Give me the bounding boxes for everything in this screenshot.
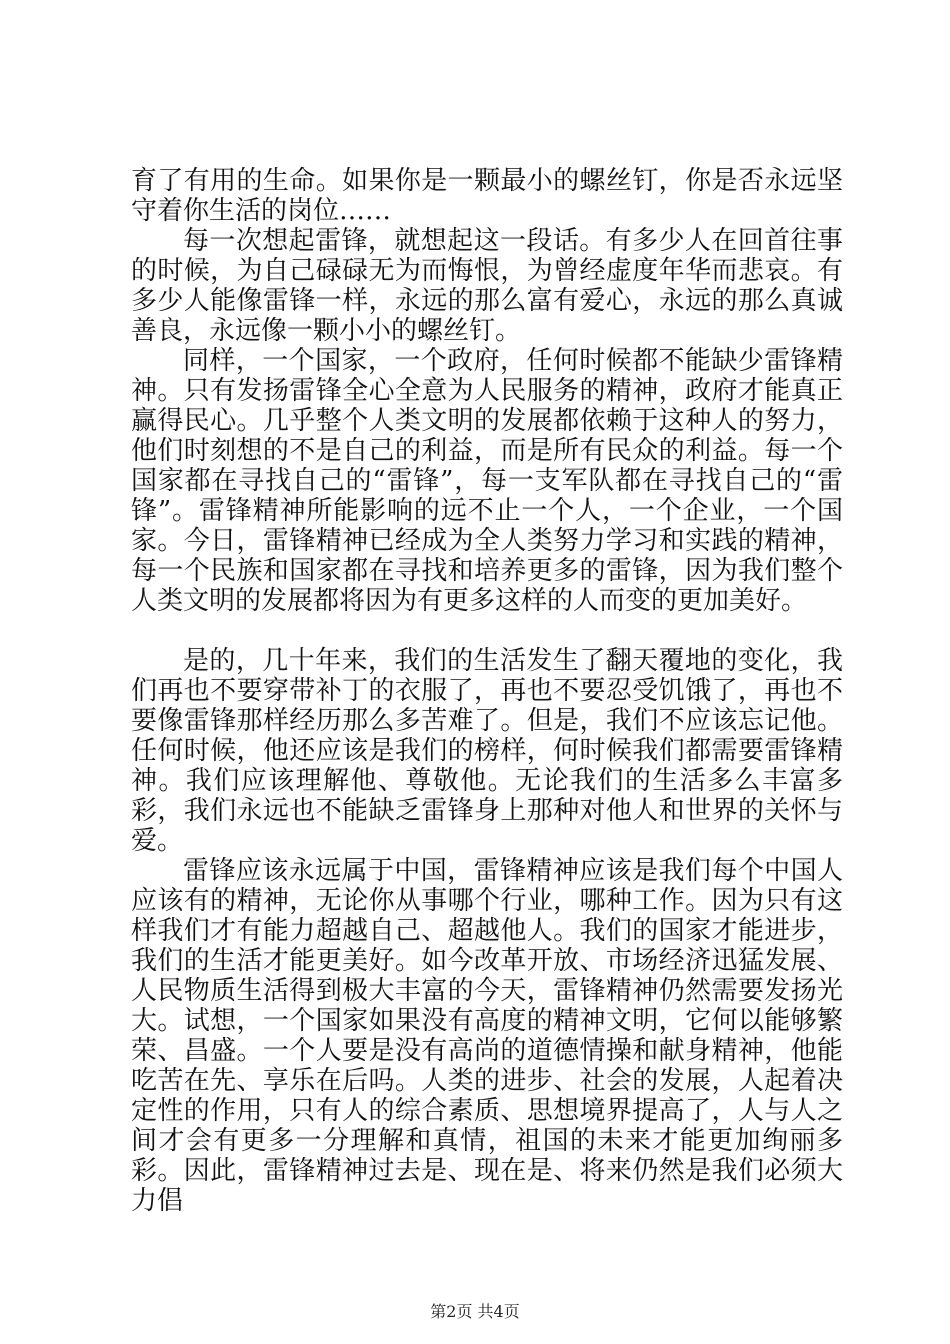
document-body	[131, 166, 843, 1216]
page-number-footer: 第2页 共4页	[430, 1302, 520, 1321]
paragraph-1: 育了有用的生命。如果你是一颗最小的螺丝钉，你是否永远坚守着你生活的岗位……	[131, 166, 843, 226]
paragraph-5: 雷锋应该永远属于中国，雷锋精神应该是我们每个中国人应该有的精神，无论你从事哪个行业，哪种工作。因为只有这样我们才有能力超越自己、超越他人。我们的国家才能进步，我们的生活才能更美好。如今改革开放、市场经济迅猛发展、人民物质生活得到极大丰富的今天，雷锋精神仍然需要发扬光大。试想，一个国家如果没有高度的精神文明，它何以能够繁荣、昌盛。一个人要是没有高尚的道德情操和献身精神，他能吃苦在先、享乐在后吗。人类的进步、社会的发展，人起着决定性的作用，只有人的综合素质、思想境界提高了，人与人之间才会有更多一分理解和真情，祖国的未来才能更加绚丽多彩。因此，雷锋精神过去是、现在是、将来仍然是我们必须大力倡	[131, 856, 843, 1216]
paragraph-4: 是的，几十年来，我们的生活发生了翻天覆地的变化，我们再也不要穿带补丁的衣服了，再也不要忍受饥饿了，再也不要像雷锋那样经历那么多苦难了。但是，我们不应该忘记他。任何时候，他还应该是我们的榜样，何时候我们都需要雷锋精神。我们应该理解他、尊敬他。无论我们的生活多么丰富多彩，我们永远也不能缺乏雷锋身上那种对他人和世界的关怀与爱。	[131, 646, 843, 856]
paragraph-2: 每一次想起雷锋，就想起这一段话。有多少人在回首往事的时候，为自己碌碌无为而悔恨，为曾经虚度年华而悲哀。有多少人能像雷锋一样，永远的那么富有爱心，永远的那么真诚善良，永远像一颗小小的螺丝钉。	[131, 226, 843, 346]
paragraph-spacer	[131, 616, 843, 646]
paragraph-3: 同样，一个国家，一个政府，任何时候都不能缺少雷锋精神。只有发扬雷锋全心全意为人民服务的精神，政府才能真正赢得民心。几乎整个人类文明的发展都依赖于这种人的努力，他们时刻想的不是自己的利益，而是所有民众的利益。每一个国家都在寻找自己的“雷锋”，每一支军队都在寻找自己的“雷锋”。雷锋精神所能影响的远不止一个人，一个企业，一个国家。今日，雷锋精神已经成为全人类努力学习和实践的精神，每一个民族和国家都在寻找和培养更多的雷锋，因为我们整个人类文明的发展都将因为有更多这样的人而变的更加美好。	[131, 346, 843, 616]
